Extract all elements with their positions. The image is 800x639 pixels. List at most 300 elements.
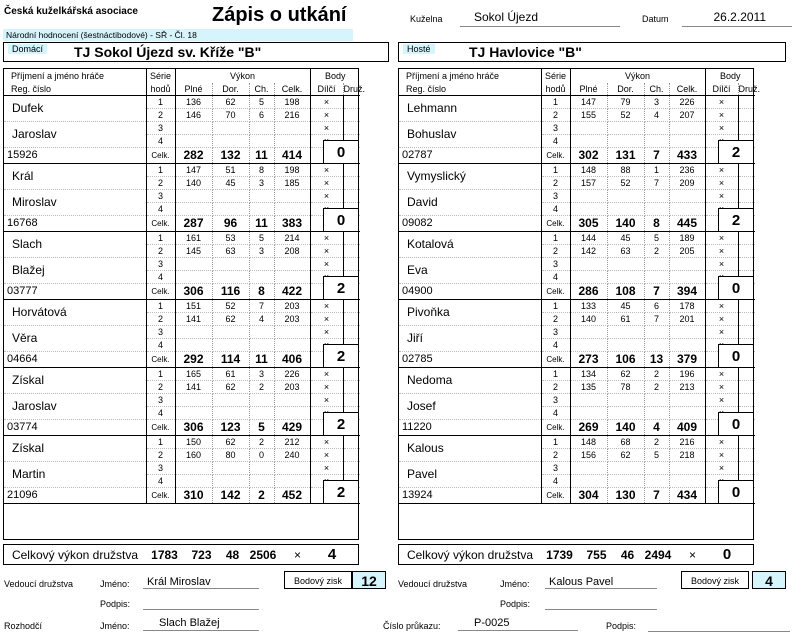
serie-plne	[175, 203, 212, 216]
player-surname: Slach	[4, 232, 146, 258]
druz-cell	[738, 381, 755, 394]
total-ch: 11	[249, 148, 274, 164]
team-total-label: Celkový výkon družstva	[11, 547, 139, 562]
serie-dor: 62	[212, 436, 249, 449]
dilci-mark: ×	[310, 109, 343, 122]
home-scoresheet	[3, 68, 366, 540]
player-firstname: Bohuslav	[399, 122, 541, 148]
celk-label: Celk.	[146, 352, 175, 368]
total-celk: 409	[669, 420, 705, 436]
serie-ch	[644, 271, 669, 284]
date-label: Datum	[642, 14, 669, 24]
serie-celk	[274, 203, 310, 216]
serie-dor: 62	[212, 96, 249, 109]
total-celk: 429	[274, 420, 310, 436]
druz-cell	[738, 232, 755, 245]
referee-signature-label: Podpis:	[606, 621, 637, 631]
col-ch: Ch.	[249, 83, 274, 96]
col-hodu: hodů	[541, 83, 570, 96]
scoresheet-table	[399, 69, 761, 504]
player-reg: 13924	[399, 488, 541, 504]
total-ch: 11	[249, 216, 274, 232]
total-dor: 114	[212, 352, 249, 368]
druz-cell	[738, 449, 755, 462]
dilci-mark: ×	[705, 381, 738, 394]
serie-plne: 142	[570, 245, 607, 258]
serie-plne: 145	[175, 245, 212, 258]
druz-cell	[343, 462, 360, 475]
dilci-mark: ×	[310, 394, 343, 407]
serie-plne: 160	[175, 449, 212, 462]
col-body: Body	[310, 69, 360, 83]
serie-celk: 216	[274, 109, 310, 122]
serie-dor: 63	[607, 245, 644, 258]
total-celk: 414	[274, 148, 310, 164]
serie-dor: 62	[212, 381, 249, 394]
druz-cell	[343, 109, 360, 122]
serie-number: 4	[146, 135, 175, 148]
celk-label: Celk.	[541, 284, 570, 300]
druz-cell	[343, 326, 360, 339]
serie-ch	[644, 122, 669, 135]
serie-dor: 51	[212, 164, 249, 177]
serie-plne	[175, 271, 212, 284]
druz-cell	[738, 96, 755, 109]
dilci-mark: ×	[310, 190, 343, 203]
player-firstname: Pavel	[399, 462, 541, 488]
serie-ch: 2	[644, 381, 669, 394]
serie-dor	[607, 271, 644, 284]
col-vykon: Výkon	[230, 70, 256, 81]
serie-celk: 207	[669, 109, 705, 122]
series-row	[4, 326, 360, 339]
dilci-mark: ×	[310, 258, 343, 271]
druz-cell	[738, 190, 755, 203]
rating-subtitle: Národní hodnocení (šestnáctibodové) - SŘ - Čl. 18	[3, 29, 353, 41]
serie-celk: 185	[274, 177, 310, 190]
serie-plne	[570, 203, 607, 216]
druz-cell	[343, 313, 360, 326]
dilci-mark: ×	[310, 462, 343, 475]
serie-plne: 147	[175, 164, 212, 177]
away-signature-label: Podpis:	[500, 599, 531, 609]
serie-ch	[249, 258, 274, 271]
celk-label: Celk.	[541, 488, 570, 504]
series-row	[4, 96, 360, 109]
serie-number: 2	[146, 449, 175, 462]
total-dor: 140	[607, 420, 644, 436]
serie-dor	[607, 258, 644, 271]
serie-dor	[607, 407, 644, 420]
druz-cell	[738, 258, 755, 271]
serie-dor: 88	[607, 164, 644, 177]
total-celk: 422	[274, 284, 310, 300]
player-reg: 04664	[4, 352, 146, 368]
dilci-mark: ×	[310, 381, 343, 394]
away-team-header	[398, 42, 786, 62]
total-dor: 130	[607, 488, 644, 504]
away-team-total	[398, 544, 754, 565]
serie-plne	[175, 394, 212, 407]
player-total-row	[399, 148, 755, 164]
dilci-mark: ×	[310, 436, 343, 449]
serie-celk: 226	[274, 368, 310, 381]
player-firstname: Věra	[4, 326, 146, 352]
serie-plne: 161	[175, 232, 212, 245]
serie-dor	[212, 407, 249, 420]
team-total-mark: ×	[293, 547, 301, 562]
serie-dor	[212, 394, 249, 407]
total-celk: 445	[669, 216, 705, 232]
serie-number: 4	[146, 475, 175, 488]
player-points: 0	[718, 412, 754, 436]
serie-number: 4	[541, 271, 570, 284]
serie-dor	[607, 462, 644, 475]
total-ch: 7	[644, 148, 669, 164]
player-reg: 09082	[399, 216, 541, 232]
serie-dor	[212, 258, 249, 271]
team-total-ch: 46	[620, 547, 635, 562]
serie-number: 4	[541, 339, 570, 352]
series-row	[399, 96, 755, 109]
away-leader-name: Kalous Pavel	[545, 576, 657, 589]
serie-celk: 226	[669, 96, 705, 109]
player-surname: Dufek	[4, 96, 146, 122]
serie-ch	[644, 258, 669, 271]
druz-cell	[343, 300, 360, 313]
total-ch: 13	[644, 352, 669, 368]
player-surname: Získal	[4, 436, 146, 462]
druz-cell	[343, 394, 360, 407]
card-number-label: Číslo průkazu:	[383, 621, 441, 631]
team-total-points: 4	[327, 546, 337, 563]
dilci-mark: ×	[310, 96, 343, 109]
druz-cell	[343, 368, 360, 381]
serie-celk: 203	[274, 313, 310, 326]
home-name-label: Jméno:	[100, 579, 130, 589]
col-hodu: hodů	[146, 83, 175, 96]
player-reg: 03774	[4, 420, 146, 436]
serie-plne: 148	[570, 164, 607, 177]
serie-ch	[249, 271, 274, 284]
serie-dor	[607, 135, 644, 148]
series-row	[399, 164, 755, 177]
serie-celk	[669, 475, 705, 488]
dilci-mark: ×	[705, 245, 738, 258]
total-dor: 106	[607, 352, 644, 368]
serie-dor: 45	[607, 232, 644, 245]
druz-cell	[343, 190, 360, 203]
header-row	[4, 83, 360, 96]
total-celk: 434	[669, 488, 705, 504]
serie-dor	[212, 462, 249, 475]
team-total-label: Celkový výkon družstva	[406, 547, 534, 562]
total-ch: 7	[644, 284, 669, 300]
serie-dor: 45	[607, 300, 644, 313]
col-serie: Série	[541, 69, 570, 83]
celk-label: Celk.	[146, 284, 175, 300]
serie-number: 2	[541, 109, 570, 122]
total-dor: 96	[212, 216, 249, 232]
serie-celk	[274, 271, 310, 284]
date-value: 26.2.2011	[682, 10, 792, 27]
druz-cell	[343, 381, 360, 394]
player-surname: Kalous	[399, 436, 541, 462]
serie-plne: 155	[570, 109, 607, 122]
serie-dor: 62	[212, 313, 249, 326]
series-row	[399, 326, 755, 339]
druz-cell	[738, 313, 755, 326]
serie-celk	[669, 407, 705, 420]
player-reg: 21096	[4, 488, 146, 504]
serie-ch: 0	[249, 449, 274, 462]
serie-plne	[175, 122, 212, 135]
page-title: Zápis o utkání	[212, 4, 347, 26]
serie-plne	[570, 407, 607, 420]
home-signature-label: Podpis:	[100, 599, 131, 609]
serie-ch	[249, 122, 274, 135]
serie-ch: 2	[644, 436, 669, 449]
serie-dor: 53	[212, 232, 249, 245]
serie-number: 3	[541, 190, 570, 203]
serie-celk	[274, 135, 310, 148]
away-bodovy-zisk-label: Bodový zisk	[681, 571, 749, 589]
total-celk: 406	[274, 352, 310, 368]
serie-ch: 5	[249, 232, 274, 245]
serie-plne	[570, 122, 607, 135]
team-total-plne: 1783	[151, 547, 178, 562]
player-points: 0	[323, 140, 359, 164]
association-name: Česká kuželkářská asociace	[4, 6, 138, 17]
serie-plne: 146	[175, 109, 212, 122]
col-celk: Celk.	[669, 83, 705, 96]
dilci-mark: ×	[310, 122, 343, 135]
serie-celk	[669, 190, 705, 203]
serie-number: 4	[541, 203, 570, 216]
druz-cell	[343, 258, 360, 271]
serie-ch: 3	[249, 177, 274, 190]
serie-ch	[644, 326, 669, 339]
player-reg: 03777	[4, 284, 146, 300]
team-total-celk: 2506	[249, 547, 277, 562]
col-serie: Série	[146, 69, 175, 83]
player-points: 2	[718, 140, 754, 164]
total-ch: 7	[644, 488, 669, 504]
serie-plne	[570, 135, 607, 148]
home-bodovy-zisk-value: 12	[352, 571, 386, 589]
serie-plne	[570, 326, 607, 339]
total-ch: 11	[249, 352, 274, 368]
serie-number: 2	[146, 109, 175, 122]
dilci-mark: ×	[705, 190, 738, 203]
serie-ch: 4	[644, 109, 669, 122]
serie-plne	[570, 190, 607, 203]
series-row	[4, 462, 360, 475]
dilci-mark: ×	[705, 300, 738, 313]
total-plne: 287	[175, 216, 212, 232]
serie-celk	[669, 394, 705, 407]
venue-label: Kuželna	[410, 14, 443, 24]
player-points: 2	[323, 480, 359, 504]
header-row	[399, 83, 755, 96]
serie-plne: 140	[570, 313, 607, 326]
player-total-row	[399, 352, 755, 368]
celk-label: Celk.	[146, 420, 175, 436]
serie-celk	[669, 135, 705, 148]
serie-plne: 147	[570, 96, 607, 109]
team-total-plne: 1739	[546, 547, 573, 562]
scoresheet-table	[4, 69, 366, 504]
dilci-mark: ×	[310, 326, 343, 339]
series-row	[399, 368, 755, 381]
serie-dor: 68	[607, 436, 644, 449]
celk-label: Celk.	[146, 488, 175, 504]
serie-celk	[669, 122, 705, 135]
serie-number: 4	[541, 135, 570, 148]
serie-dor	[212, 190, 249, 203]
player-total-row	[4, 352, 360, 368]
serie-celk: 236	[669, 164, 705, 177]
player-total-row	[399, 420, 755, 436]
total-dor: 132	[212, 148, 249, 164]
away-tag: Hosté	[403, 44, 435, 54]
serie-ch	[249, 135, 274, 148]
serie-celk	[274, 475, 310, 488]
serie-celk	[274, 190, 310, 203]
serie-celk	[669, 258, 705, 271]
serie-celk: 205	[669, 245, 705, 258]
player-total-row	[399, 284, 755, 300]
dilci-mark: ×	[705, 122, 738, 135]
serie-number: 4	[146, 271, 175, 284]
serie-ch	[249, 190, 274, 203]
dilci-mark: ×	[705, 326, 738, 339]
home-team-name: TJ Sokol Újezd sv. Kříže "B"	[74, 44, 262, 60]
serie-ch	[644, 394, 669, 407]
total-celk: 433	[669, 148, 705, 164]
druz-cell	[738, 122, 755, 135]
total-ch: 8	[644, 216, 669, 232]
total-plne: 302	[570, 148, 607, 164]
player-total-row	[4, 216, 360, 232]
home-leader-name: Král Miroslav	[143, 576, 259, 589]
total-plne: 286	[570, 284, 607, 300]
serie-plne	[570, 271, 607, 284]
serie-number: 1	[146, 96, 175, 109]
serie-plne	[175, 475, 212, 488]
player-surname: Vymyslický	[399, 164, 541, 190]
serie-dor: 78	[607, 381, 644, 394]
serie-dor	[212, 122, 249, 135]
player-surname: Nedoma	[399, 368, 541, 394]
celk-label: Celk.	[541, 148, 570, 164]
serie-number: 3	[146, 326, 175, 339]
serie-celk: 209	[669, 177, 705, 190]
serie-celk	[669, 339, 705, 352]
header-row	[399, 69, 755, 83]
serie-celk	[669, 462, 705, 475]
col-druz: Druž.	[343, 83, 366, 94]
series-row	[399, 122, 755, 135]
serie-ch	[249, 475, 274, 488]
druz-cell	[343, 232, 360, 245]
serie-dor	[212, 135, 249, 148]
serie-plne: 150	[175, 436, 212, 449]
serie-number: 3	[146, 462, 175, 475]
col-druz: Druž.	[738, 83, 761, 94]
col-ch: Ch.	[644, 83, 669, 96]
series-row	[4, 368, 360, 381]
serie-ch	[249, 339, 274, 352]
serie-plne: 133	[570, 300, 607, 313]
total-ch: 2	[249, 488, 274, 504]
serie-dor	[212, 475, 249, 488]
serie-dor: 45	[212, 177, 249, 190]
celk-label: Celk.	[541, 216, 570, 232]
col-reg: Reg. číslo	[399, 83, 541, 96]
serie-number: 4	[146, 339, 175, 352]
druz-cell	[343, 177, 360, 190]
series-row	[399, 232, 755, 245]
serie-number: 1	[541, 368, 570, 381]
player-total-row	[399, 488, 755, 504]
serie-dor: 62	[607, 449, 644, 462]
serie-celk: 212	[274, 436, 310, 449]
dilci-mark: ×	[310, 245, 343, 258]
serie-plne	[570, 394, 607, 407]
total-plne: 273	[570, 352, 607, 368]
serie-plne	[175, 339, 212, 352]
serie-ch: 7	[644, 313, 669, 326]
col-vykon: Výkon	[625, 70, 651, 81]
serie-ch: 5	[644, 449, 669, 462]
dilci-mark: ×	[310, 313, 343, 326]
serie-number: 4	[541, 407, 570, 420]
col-dor: Dor.	[212, 83, 249, 96]
druz-cell	[738, 368, 755, 381]
total-dor: 140	[607, 216, 644, 232]
serie-number: 2	[541, 313, 570, 326]
serie-number: 1	[541, 164, 570, 177]
player-surname: Kotalová	[399, 232, 541, 258]
serie-celk: 203	[274, 381, 310, 394]
dilci-mark: ×	[705, 258, 738, 271]
total-ch: 5	[249, 420, 274, 436]
serie-number: 1	[541, 300, 570, 313]
serie-plne: 134	[570, 368, 607, 381]
total-plne: 282	[175, 148, 212, 164]
serie-number: 3	[541, 394, 570, 407]
serie-celk	[669, 203, 705, 216]
referee-signature-line	[648, 617, 790, 632]
player-total-row	[4, 284, 360, 300]
serie-dor: 79	[607, 96, 644, 109]
serie-number: 2	[146, 313, 175, 326]
serie-dor	[212, 203, 249, 216]
serie-number: 1	[541, 436, 570, 449]
druz-cell	[343, 164, 360, 177]
home-tag: Domácí	[8, 44, 47, 54]
serie-number: 1	[541, 96, 570, 109]
serie-plne: 151	[175, 300, 212, 313]
total-plne: 305	[570, 216, 607, 232]
total-plne: 306	[175, 420, 212, 436]
player-reg: 15926	[4, 148, 146, 164]
serie-number: 2	[541, 245, 570, 258]
celk-label: Celk.	[541, 420, 570, 436]
druz-cell	[343, 96, 360, 109]
serie-plne	[175, 190, 212, 203]
